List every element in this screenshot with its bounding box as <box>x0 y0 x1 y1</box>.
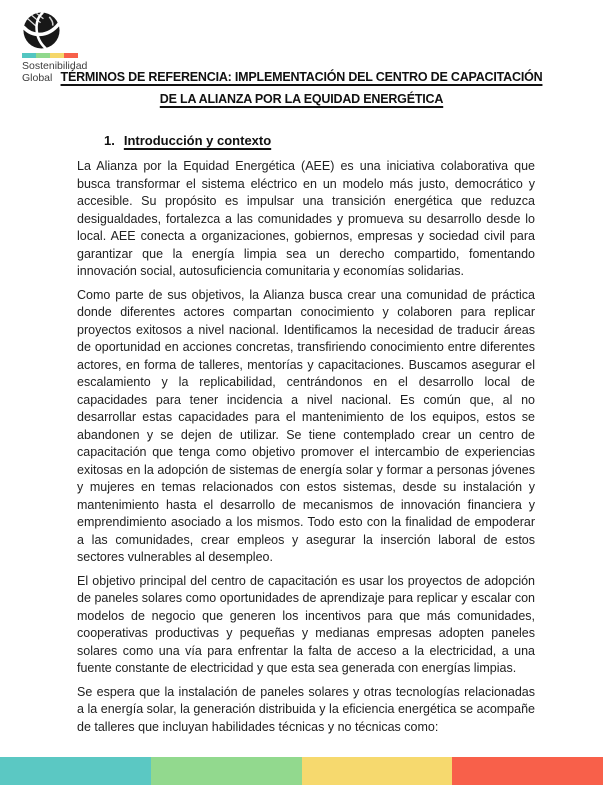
document-title <box>0 66 603 110</box>
footer-bar-segment <box>0 757 151 785</box>
paragraph: Como parte de sus objetivos, la Alianza busca crear una comunidad de práctica donde diferentes actores compartan conocimiento y colaboren para replicar proyectos exitosos a nivel nacional. Identificamos la necesidad de traducir áreas de oportunidad en acciones concretas, transfiriendo conocimiento entre diferentes actores, en forma de talleres, mentorías y capacitaciones. Buscamos asegurar el escalamiento y la replicabilidad, centrándonos en el desarrollo local de capacidades para tener incidencia a nivel nacional. Es común que, al no desarrollar estas capacidades para el mantenimiento de los equipos, estos se abandonen y se dejen de utilizar. Se tiene contemplado crear un centro de capacitación que tenga como objetivo promover el intercambio de experiencias exitosas en la adopción de sistemas de energía solar y formar a personas jóvenes y mujeres en temas relacionados con estos sistemas, desde su instalación y mantenimiento hasta el desarrollo de mecanismos de innovación financiera y emprendimiento asociado a los mismos. Todo esto con la finalidad de empoderar a las comunidades, crear empleos y asegurar la inserción laboral de estos sectores vulnerables al desempleo. <box>77 287 535 564</box>
logo-strip-segment <box>22 53 36 58</box>
logo-name-line2: Global <box>22 71 53 84</box>
globe-icon <box>22 11 61 50</box>
logo-strip-segment <box>50 53 64 58</box>
paragraph: El objetivo principal del centro de capacitación es usar los proyectos de adopción de paneles solares como oportunidades de aprendizaje para replicar y escalar con modelos de negocio que generen los incentivos para que más comunidades, cooperativas productivas y pequeñas y medianas empresas adopten paneles solares como una vía para enfrentar la falta de acceso a la electricidad, a una fuente constante de electricidad y que esta sea generada con energías limpias. <box>77 573 535 675</box>
document-body <box>77 158 535 742</box>
logo-color-strip <box>22 53 78 58</box>
section-heading <box>104 133 271 148</box>
footer-bar-segment <box>151 757 302 785</box>
logo-strip-segment <box>36 53 50 58</box>
paragraph: Se espera que la instalación de paneles solares y otras tecnologías relacionadas a la energía solar, la generación distribuida y la eficiencia energética se acompañe de talleres que incluyan habilidades técnicas y no técnicas como: <box>77 684 535 734</box>
section-number: 1. <box>104 133 115 148</box>
section-title: Introducción y contexto <box>123 133 272 148</box>
logo-strip-segment <box>64 53 78 58</box>
document-title-line1: TÉRMINOS DE REFERENCIA: IMPLEMENTACIÓN DEL CENTRO DE CAPACITACIÓN <box>60 70 543 84</box>
footer-bar-segment <box>302 757 453 785</box>
document-title-line2: DE LA ALIANZA POR LA EQUIDAD ENERGÉTICA <box>159 92 444 106</box>
footer-bar-segment <box>452 757 603 785</box>
footer-color-bar <box>0 757 603 785</box>
paragraph: La Alianza por la Equidad Energética (AEE) es una iniciativa colaborativa que busca transformar el sistema eléctrico en un modelo más justo, democrático y accesible. Su propósito es impulsar una transición energética que reduzca desigualdades, fortalezca a las comunidades y promueva su desarrollo desde lo local. AEE conecta a organizaciones, gobiernos, empresas y sociedad civil para garantizar que la energía limpia sea un derecho compartido, fomentando innovación social, autosuficiencia comunitaria y economías solidarias. <box>77 159 535 278</box>
logo-name-line1: Sostenibilidad <box>22 60 88 72</box>
